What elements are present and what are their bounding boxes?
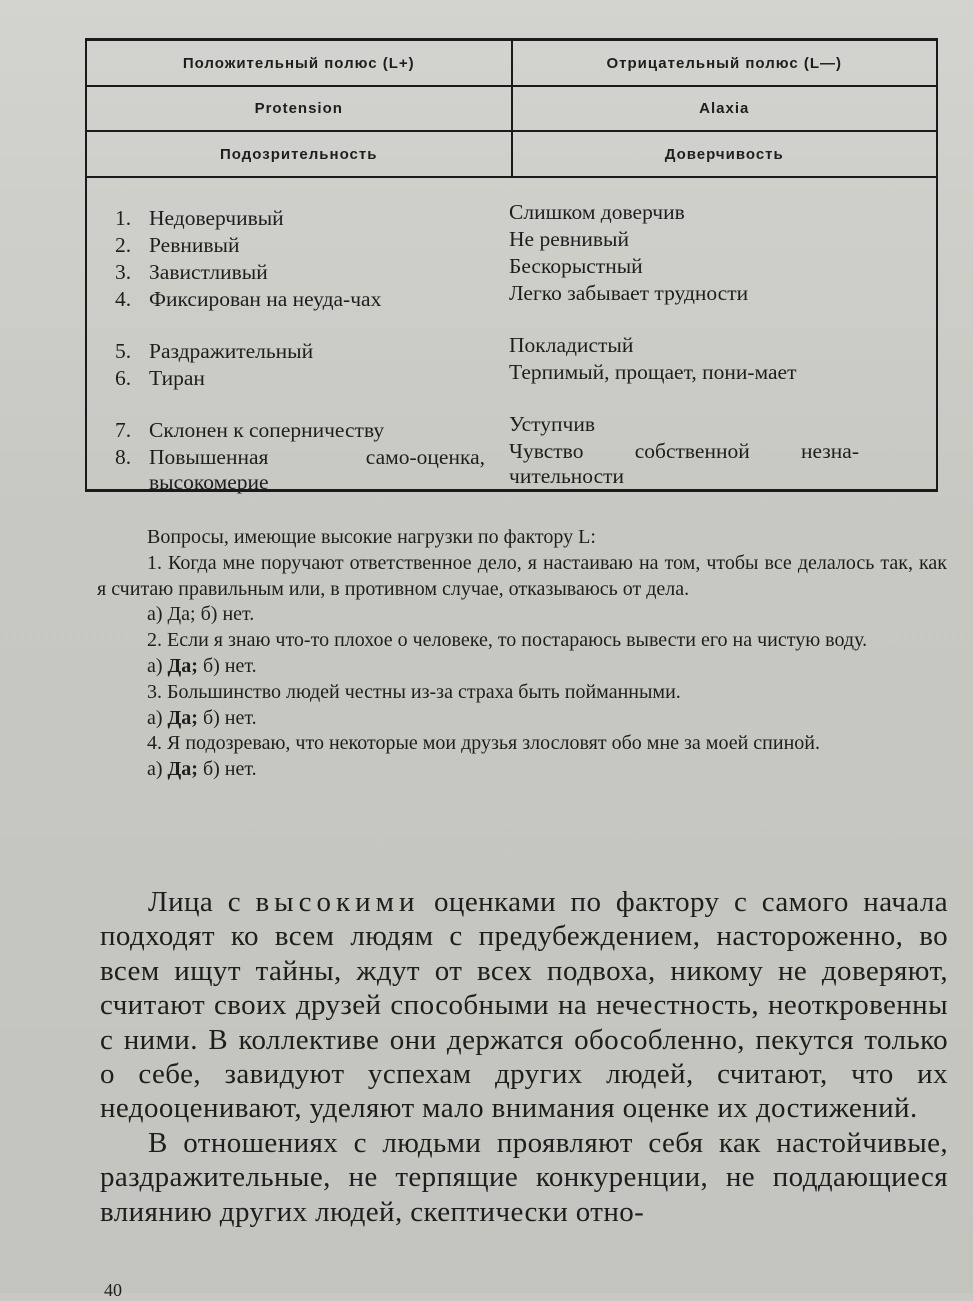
table-quality-row: [87, 132, 936, 178]
trait-left-item: 5. Раздражительный: [115, 339, 314, 363]
trait-left-item: 3. Завистливый: [115, 260, 268, 284]
question-4: 4. Я подозреваю, что некоторые мои друзья злословят обо мне за моей спиной.: [147, 732, 820, 755]
description-paragraph-1: Лица с высокими оценками по фактору с самого начала подходят ко всем людям с предубеждением, настороженно, во всем ищут тайны, ждут от всех подвоха, никому не доверяют, считают своих друзей способными на нечестность, неоткровенны с ними. В коллективе они держатся обособленно, пекутся только о себе, завидуют успехам других людей, считают, что их недооценивают, уделяют мало внимания оценке их достижений.: [100, 886, 948, 1125]
trait-right-item: Уступчив: [509, 412, 596, 436]
trait-right-item: Слишком доверчив: [509, 200, 685, 224]
trait-right-item: Не ревнивый: [509, 227, 630, 251]
trait-left-item: 8. Повышенная само-оценка, высокомерие: [115, 445, 485, 494]
quality-left: Подозрительность: [87, 132, 513, 176]
trait-right-item: Легко забывает трудности: [509, 281, 749, 305]
question-3: 3. Большинство людей честны из-за страха быть пойманными.: [147, 680, 681, 703]
header-positive-pole: Положительный полюс (L+): [87, 41, 513, 85]
quality-right: Доверчивость: [664, 145, 784, 163]
page-number: 40: [104, 1280, 122, 1300]
pole-right-name: Alaxia: [699, 100, 750, 117]
description-paragraph-2: В отношениях с людьми проявляют себя как настойчивые, раздражительные, не терпящие конкуренции, не поддающиеся влиянию других людей, скептически отно-: [100, 1126, 948, 1228]
trait-left-item: 2. Ревнивый: [115, 233, 240, 257]
trait-left-item: 1. Недоверчивый: [115, 206, 284, 230]
table-pole-row: [87, 87, 936, 132]
traits-body: [87, 178, 936, 494]
question-2: 2. Если я знаю что-то плохое о человеке, то постараюсь вывести его на чистую воду.: [147, 629, 868, 652]
trait-right-item: Бескорыстный: [509, 254, 643, 278]
description-section: [100, 885, 948, 1229]
header-negative-pole: Отрицательный полюс (L—): [606, 54, 842, 72]
trait-left-item: 7. Склонен к соперничеству: [115, 418, 385, 442]
answer-4: а) Да; б) нет.: [147, 758, 257, 781]
trait-right-item: Покладистый: [509, 333, 634, 357]
factor-table: [85, 38, 938, 492]
trait-left-item: 6. Тиран: [115, 366, 205, 390]
trait-left-item: 4. Фиксирован на неуда-чах: [115, 287, 382, 311]
pole-left-name: Protension: [87, 87, 513, 130]
questions-intro: Вопросы, имеющие высокие нагрузки по фактору L:: [147, 526, 596, 548]
questions-section: [97, 525, 947, 783]
trait-right-item: Терпимый, прощает, пони-мает: [509, 360, 797, 384]
traits-left-column: [115, 206, 485, 497]
trait-right-item: Чувство собственной незна-чительности: [509, 439, 859, 488]
traits-right-column: [509, 200, 909, 491]
answer-3: а) Да; б) нет.: [147, 706, 257, 729]
answer-1: а) Да; б) нет.: [147, 603, 255, 626]
answer-2: а) Да; б) нет.: [147, 654, 257, 677]
question-1: 1. Когда мне поручают ответственное дело, я настаиваю на том, чтобы все делалось так, как я считаю правильным или, в противном случае, отказываюсь от дела.: [97, 551, 947, 600]
table-header-row: [87, 41, 936, 87]
